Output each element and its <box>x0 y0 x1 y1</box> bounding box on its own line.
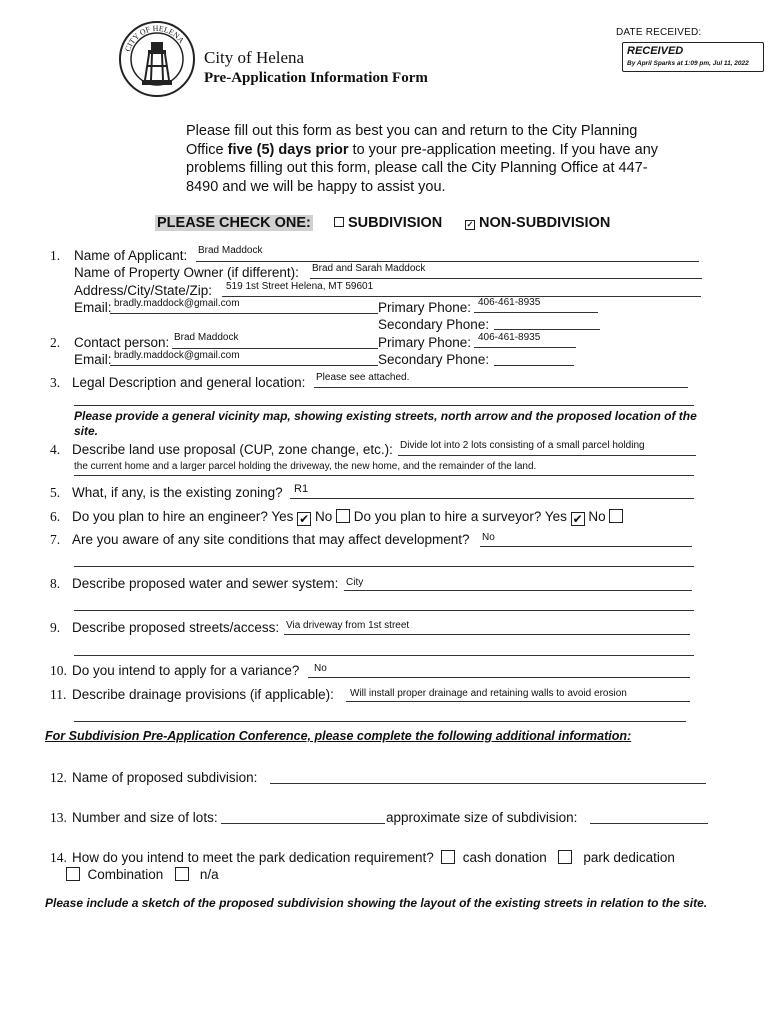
drainage-field-line2[interactable] <box>74 706 686 722</box>
svg-text:CITY OF HELENA: CITY OF HELENA <box>123 23 187 53</box>
intro-bold: five (5) days prior <box>227 141 349 158</box>
q1-owner-label: Name of Property Owner (if different): <box>74 265 299 280</box>
q10-number: 10. <box>50 663 67 678</box>
check-one-label: PLEASE CHECK ONE: <box>157 215 311 231</box>
legal-description-field-line2[interactable] <box>74 390 694 406</box>
contact-email-value: bradly.maddock@gmail.com <box>114 350 240 361</box>
water-sewer-field[interactable] <box>344 575 692 591</box>
q9-number: 9. <box>50 620 61 635</box>
q4-number: 4. <box>50 442 61 457</box>
q6-number: 6. <box>50 509 61 524</box>
engineer-no-checkbox[interactable] <box>336 509 350 523</box>
stamp-title: RECEIVED <box>627 45 684 57</box>
q12-number: 12. <box>50 770 67 785</box>
q8-number: 8. <box>50 576 61 591</box>
q1-number: 1. <box>50 248 61 263</box>
q11-number: 11. <box>50 687 67 702</box>
q2-email-label: Email: <box>74 352 112 367</box>
q13-label-2: approximate size of subdivision: <box>386 810 578 825</box>
form-title: Pre-Application Information Form <box>204 70 428 86</box>
q8-label: Describe proposed water and sewer system: <box>72 576 339 591</box>
lots-field[interactable] <box>221 808 385 824</box>
non-subdivision-label: NON-SUBDIVISION <box>479 215 611 231</box>
site-conditions-value: No <box>482 532 495 543</box>
q1-secondary-label: Secondary Phone: <box>378 317 490 332</box>
q5-number: 5. <box>50 485 61 500</box>
zoning-value: R1 <box>294 483 309 495</box>
q12-label: Name of proposed subdivision: <box>72 770 258 785</box>
sketch-note: Please include a sketch of the proposed subdivision showing the layout of the existing streets in relation to the site. <box>45 896 708 910</box>
q1-primary-label: Primary Phone: <box>378 300 472 315</box>
q1-applicant-label: Name of Applicant: <box>74 248 188 263</box>
secondary-phone-field[interactable] <box>494 314 600 330</box>
q2-number: 2. <box>50 335 61 350</box>
streets-access-field-line2[interactable] <box>74 640 694 656</box>
intro-paragraph <box>186 122 666 196</box>
q3-label: Legal Description and general location: <box>72 375 306 390</box>
applicant-value: Brad Maddock <box>198 245 263 256</box>
park-dedication-checkbox[interactable] <box>558 850 572 864</box>
email-value: bradly.maddock@gmail.com <box>114 298 240 309</box>
subdivision-size-field[interactable] <box>590 808 708 824</box>
q14-options-2 <box>66 866 219 883</box>
engineer-yes-checkbox[interactable]: ✔ <box>299 512 310 526</box>
q7-label: Are you aware of any site conditions that may affect development? <box>72 532 470 547</box>
surveyor-no-label: No <box>588 509 606 524</box>
subdivision-label: SUBDIVISION <box>348 215 443 231</box>
surveyor-yes-checkbox[interactable]: ✔ <box>572 512 583 526</box>
date-received-label: DATE RECEIVED: <box>616 27 702 38</box>
subdivision-option[interactable] <box>334 215 442 231</box>
combination-checkbox[interactable] <box>66 867 80 881</box>
q2-secondary-label: Secondary Phone: <box>378 352 490 367</box>
non-subdivision-option[interactable] <box>465 215 610 231</box>
non-subdivision-checkbox[interactable]: ✓ <box>466 220 474 229</box>
engineer-question-label: Do you plan to hire an engineer? Yes <box>72 509 294 524</box>
intro-text-1: Please fill out this form as best you can and return to the City Planning Office <box>186 123 638 158</box>
drainage-value: Will install proper drainage and retaining walls to avoid erosion <box>350 688 627 699</box>
streets-access-value: Via driveway from 1st street <box>286 620 410 631</box>
contact-secondary-field[interactable] <box>494 350 574 366</box>
q10-label: Do you intend to apply for a variance? <box>72 663 300 678</box>
na-label: n/a <box>199 867 219 882</box>
q1-email-label: Email: <box>74 300 112 315</box>
stamp-detail: By April Sparks at 1:09 pm, Jul 11, 2022 <box>627 60 749 67</box>
q14-number: 14. <box>50 850 67 865</box>
address-value: 519 1st Street Helena, MT 59601 <box>226 281 374 292</box>
water-sewer-field-line2[interactable] <box>74 595 694 611</box>
q13-number: 13. <box>50 810 67 825</box>
land-use-value-2: the current home and a larger parcel holding the driveway, the new home, and the remainder of the land. <box>74 461 537 472</box>
site-conditions-field[interactable] <box>480 531 692 547</box>
cash-donation-checkbox[interactable] <box>441 850 455 864</box>
q2-primary-label: Primary Phone: <box>378 335 472 350</box>
cash-donation-label: cash donation <box>462 850 547 865</box>
vicinity-map-note: Please provide a general vicinity map, showing existing streets, north arrow and the proposed location of the site. <box>74 409 697 438</box>
subdivision-section-heading: For Subdivision Pre-Application Conference, please complete the following additional information: <box>45 729 632 743</box>
na-checkbox[interactable] <box>175 867 189 881</box>
q13-label: Number and size of lots: <box>72 810 218 825</box>
q4-label: Describe land use proposal (CUP, zone change, etc.): <box>72 442 393 457</box>
combination-label: Combination <box>87 867 164 882</box>
contact-value: Brad Maddock <box>174 332 239 343</box>
variance-field[interactable] <box>308 662 690 678</box>
q14-question <box>72 849 675 866</box>
subdivision-checkbox[interactable] <box>334 217 344 227</box>
q11-label: Describe drainage provisions (if applicable): <box>72 687 334 702</box>
subdivision-name-field[interactable] <box>270 768 706 784</box>
zoning-field[interactable] <box>290 483 694 499</box>
q14-label: How do you intend to meet the park dedication requirement? <box>72 850 434 865</box>
q2-contact-label: Contact person: <box>74 335 170 350</box>
legal-description-value: Please see attached. <box>316 372 410 383</box>
q6-engineer-question <box>72 508 623 526</box>
primary-phone-value: 406-461-8935 <box>478 297 541 308</box>
q3-number: 3. <box>50 375 61 390</box>
site-conditions-field-line2[interactable] <box>74 551 694 567</box>
q1-address-label: Address/City/State/Zip: <box>74 283 213 298</box>
received-stamp <box>622 42 764 72</box>
contact-primary-value: 406-461-8935 <box>478 332 541 343</box>
city-seal-logo <box>118 20 196 98</box>
engineer-no-label: No <box>314 509 333 524</box>
water-sewer-value: City <box>346 577 364 588</box>
q7-number: 7. <box>50 532 61 547</box>
q9-label: Describe proposed streets/access: <box>72 620 280 635</box>
park-dedication-label: park dedication <box>583 850 675 865</box>
applicant-field[interactable] <box>196 246 699 262</box>
variance-value: No <box>314 663 327 674</box>
q5-label: What, if any, is the existing zoning? <box>72 485 283 500</box>
surveyor-no-checkbox[interactable] <box>609 509 623 523</box>
owner-value: Brad and Sarah Maddock <box>312 263 426 274</box>
land-use-value-1: Divide lot into 2 lots consisting of a small parcel holding <box>400 440 645 451</box>
city-name: City of Helena <box>204 48 305 67</box>
surveyor-question-label: Do you plan to hire a surveyor? Yes <box>353 509 567 524</box>
intro-text-2: to your pre-application meeting. If you have any problems filling out this form, please call the City Planning Office at 447-8490 and we will be happy to assist you. <box>186 141 659 195</box>
